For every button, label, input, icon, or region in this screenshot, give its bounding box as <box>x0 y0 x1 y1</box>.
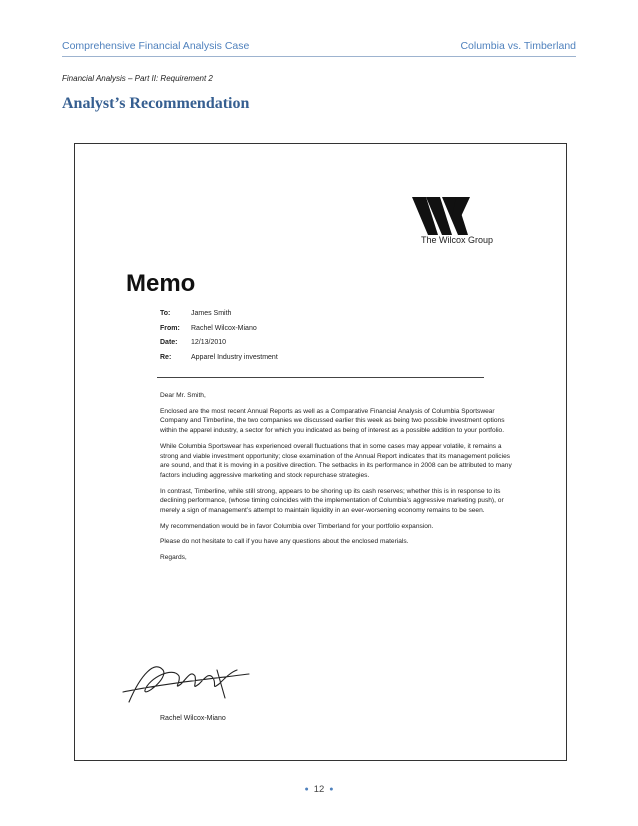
memo-body <box>160 391 515 569</box>
memo-field-re <box>160 352 480 367</box>
field-key: To: <box>160 310 171 317</box>
section-label: Financial Analysis – Part II: Requirement 2 <box>62 74 213 83</box>
memo-paragraph: My recommendation would be in favor Columbia over Timberland for your portfolio expansion. <box>160 522 434 530</box>
page-title: Analyst’s Recommendation <box>62 95 250 112</box>
signature-icon <box>121 644 256 712</box>
memo-fields <box>160 308 480 366</box>
header-right-title: Columbia vs. Timberland <box>460 40 576 52</box>
field-key: Re: <box>160 353 172 361</box>
signer-name: Rachel Wilcox-Miano <box>160 715 226 722</box>
memo-title: Memo <box>126 270 196 297</box>
bullet-icon: ● <box>329 786 334 793</box>
field-value: James Smith <box>191 310 232 317</box>
memo-paragraph: In contrast, Timberline, while still strong, appears to be shoring up its cash reserves; whether this is in response to its declining performance, (whose timing coincides with the implementation of Columbia’s aggressive marketing push), or merely a sign of management’s attempt to maintain liquidity in an ever-worsening economy remains to be seen. <box>160 487 504 515</box>
field-value: 12/13/2010 <box>191 339 227 346</box>
field-key: From: <box>160 324 180 332</box>
company-name: The Wilcox Group <box>421 235 494 245</box>
memo-greeting: Dear Mr. Smith, <box>160 392 206 399</box>
memo-divider <box>157 377 484 378</box>
page-header <box>62 38 576 57</box>
memo-closing: Regards, <box>160 554 187 562</box>
memo-field-from <box>160 323 480 338</box>
memo-paragraph: Enclosed are the most recent Annual Reports as well as a Comparative Financial Analysis of Columbia Sportswear Company and Timberline, the two companies we discussed earlier this week as being two possible investment options within the apparel industry, a sector for which you indicated as being of interest as a possible addition to your portfolio. <box>160 407 505 435</box>
header-left-title: Comprehensive Financial Analysis Case <box>62 40 250 52</box>
field-key: Date: <box>160 339 178 346</box>
wilcox-logo-icon <box>412 195 482 237</box>
memo-paragraph: Please do not hesitate to call if you have any questions about the enclosed materials. <box>160 538 409 546</box>
bullet-icon: ● <box>304 786 309 793</box>
page-number-value: 12 <box>313 784 325 795</box>
memo-paragraph: While Columbia Sportswear has experienced overall fluctuations that in some cases may appear volatile, it remains a strong and viable investment opportunity; close examination of the Annual Report indicates that its management policies are sound, and that it is moving in a positive direction. The setbacks in its performance in 2008 can be attributed to many factors including aggressive marketing and stock repurchase strategies. <box>160 442 512 479</box>
field-value: Apparel Industry investment <box>191 353 278 361</box>
page-number <box>0 784 638 795</box>
memo-image-frame <box>74 143 567 761</box>
memo-field-to <box>160 308 480 323</box>
field-value: Rachel Wilcox-Miano <box>191 324 257 332</box>
memo-field-date <box>160 337 480 352</box>
